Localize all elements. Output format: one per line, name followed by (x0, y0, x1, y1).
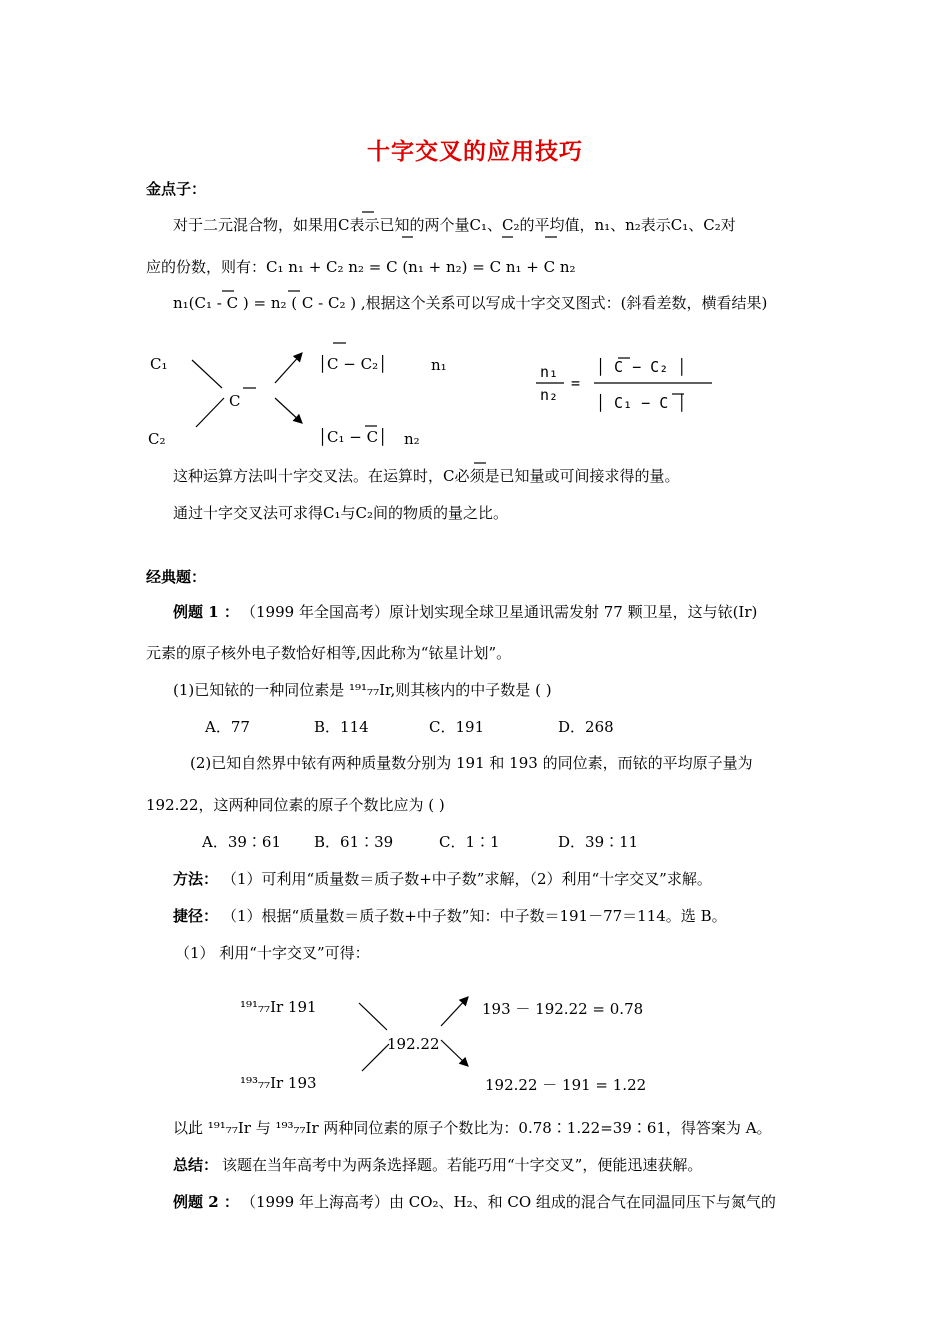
isotope-191: ¹⁹¹₇₇Ir 191 (240, 998, 317, 1016)
arrow (441, 997, 468, 1026)
example-1-label: 例题 1 ： (173, 603, 239, 621)
section-heading-classic: 经典题： (146, 568, 207, 586)
option: D．268 (558, 718, 614, 736)
arrow (275, 398, 302, 423)
diagram-center: C (229, 392, 241, 410)
method-label: 方法： (173, 870, 219, 888)
example-1-text: （1999 年全国高考）原计划实现全球卫星通讯需发射 77 颗卫星，这与铱(Ir) (241, 603, 758, 621)
conclusion: 以此 ¹⁹¹₇₇Ir 与 ¹⁹³₇₇Ir 两种同位素的原子个数比为：0.78∶1.22=39∶61，得答案为 A。 (173, 1119, 772, 1137)
diagram-n1: n₁ (431, 356, 447, 374)
diagram-label-c1: C₁ (150, 355, 168, 373)
option: B．61∶39 (314, 833, 394, 851)
paragraph: 应的份数，则有：C₁ n₁ + C₂ n₂ = C (n₁ + n₂) = C n₁ + C n₂ (146, 258, 576, 276)
diagram2-bottom: 192.22 － 191 = 1.22 (485, 1076, 647, 1094)
shortcut-text: （1）根据“质量数＝质子数+中子数”知：中子数＝191－77＝114。选 B。 (222, 907, 727, 925)
summary-text: 该题在当年高考中为两条选择题。若能巧用“十字交叉”，便能迅速获解。 (222, 1156, 703, 1174)
paragraph: n₁(C₁ - C ) = n₂ ( C - C₂ ) ,根据这个关系可以写成十字交叉图式：(斜看差数，横看结果) (173, 294, 768, 312)
option: D．39∶11 (558, 833, 639, 851)
cross-line (196, 398, 224, 427)
isotope-193: ¹⁹³₇₇Ir 193 (240, 1074, 317, 1092)
question-1: (1)已知铱的一种同位素是 ¹⁹¹₇₇Ir,则其核内的中子数是 ( ) (173, 681, 552, 699)
arrow (441, 1040, 468, 1066)
step-2: （1） 利用“十字交叉”可得： (175, 944, 370, 962)
option: A．39∶61 (202, 833, 282, 851)
fraction-denominator: n₂ (540, 386, 559, 404)
cross-line (359, 1003, 387, 1030)
paragraph: 这种运算方法叫十字交叉法。在运算时，C必须是已知量或可间接求得的量。 (173, 467, 680, 485)
fraction-numerator: n₁ (540, 363, 559, 381)
cross-line (362, 1044, 389, 1071)
fraction-right-denominator: │ C₁ − C │ (596, 394, 687, 412)
diagram-bottom-diff: │C₁ − C│ (318, 428, 388, 446)
question-2: (2)已知自然界中铱有两种质量数分别为 191 和 193 的同位素，而铱的平均原子量为 (190, 754, 753, 772)
diagram-label-c2: C₂ (148, 430, 166, 448)
fraction-right-numerator: │ C − C₂ │ (596, 358, 687, 376)
option: B．114 (314, 718, 369, 736)
diagram-top-diff: │C − C₂│ (318, 355, 388, 373)
example-1-text: 元素的原子核外电子数恰好相等,因此称为“铱星计划”。 (146, 644, 512, 662)
diagram-n2: n₂ (404, 430, 420, 448)
section-heading-tips: 金点子： (146, 180, 207, 198)
example-2-label: 例题 2 ： (173, 1193, 239, 1211)
fraction-equals: = (571, 374, 581, 392)
option: C．191 (429, 718, 485, 736)
diagram2-top: 193 － 192.22 = 0.78 (482, 1000, 644, 1018)
diagram2-center: 192.22 (387, 1035, 440, 1053)
cross-line (192, 360, 222, 388)
paragraph: 通过十字交叉法可求得C₁与C₂间的物质的量之比。 (173, 504, 508, 522)
question-2: 192.22，这两种同位素的原子个数比应为 ( ) (146, 796, 445, 814)
method-text: （1）可利用“质量数＝质子数+中子数”求解，（2）利用“十字交叉”求解。 (222, 870, 712, 888)
example-2-text: （1999 年上海高考）由 CO₂、H₂、和 CO 组成的混合气在同温同压下与氮气的 (241, 1193, 776, 1211)
summary-label: 总结： (173, 1156, 219, 1174)
arrow (275, 353, 302, 383)
paragraph: 对于二元混合物，如果用C表示已知的两个量C₁、C₂的平均值，n₁、n₂表示C₁、C₂对 (173, 216, 736, 234)
option: A．77 (205, 718, 250, 736)
page-title: 十字交叉的应用技巧 (367, 138, 583, 165)
shortcut-label: 捷径： (173, 907, 219, 925)
option: C．1∶1 (439, 833, 500, 851)
